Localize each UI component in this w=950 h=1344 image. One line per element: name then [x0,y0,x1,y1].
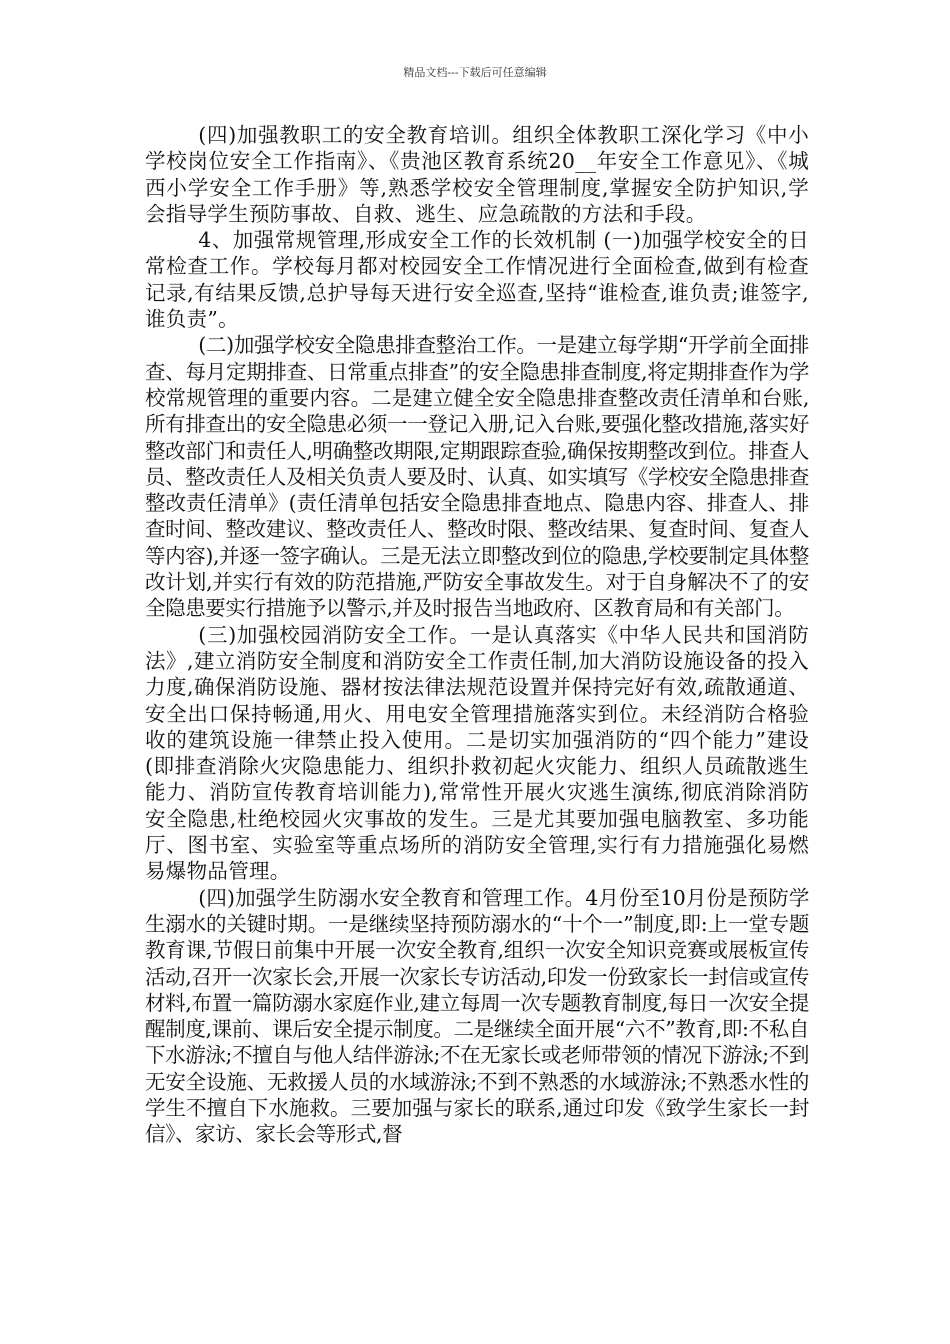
paragraph-staff-training: (四)加强教职工的安全教育培训。组织全体教职工深化学习《中小学校岗位安全工作指南》、《贵池区教育系统20__年安全工作意见》、《城西小学安全工作手册》等,熟悉学校安全管理制度,掌握安全防护知识,学会指导学生预防事故、自救、逃生、应急疏散的方法和手段。 [145,123,809,226]
page-header: 精品文档---下载后可任意编辑 [403,66,547,79]
paragraph-drowning-prevention: (四)加强学生防溺水安全教育和管理工作。4月份至10月份是预防学生溺水的关键时期。一是继续坚持预防溺水的“十个一”制度,即:上一堂专题教育课,节假日前集中开展一次安全教育,组织一次安全知识竞赛或展板宣传活动,召开一次家长会,开展一次家长专访活动,印发一份致家长一封信或宣传材料,布置一篇防溺水家庭作业,建立每周一次专题教育制度,每日一次安全提醒制度,课前、课后安全提示制度。二是继续全面开展“六不”教育,即:不私自下水游泳;不擅自与他人结伴游泳;不在无家长或老师带领的情况下游泳;不到无安全设施、无救援人员的水域游泳;不到不熟悉的水域游泳;不熟悉水性的学生不擅自下水施救。三要加强与家长的联系,通过印发《致学生家长一封信》、家访、家长会等形式,督 [145,885,809,1147]
paragraph-fire-safety: (三)加强校园消防安全工作。一是认真落实《中华人民共和国消防法》,建立消防安全制度和消防安全工作责任制,加大消防设施设备的投入力度,确保消防设施、器材按法律法规范设置并保持完好有效,疏散通道、安全出口保持畅通,用火、用电安全管理措施落实到位。未经消防合格验收的建筑设施一律禁止投入使用。二是切实加强消防的“四个能力”建设(即排查消除火灾隐患能力、组织扑救初起火灾能力、组织人员疏散逃生能力、消防宣传教育培训能力),常常性开展火灾逃生演练,彻底消除消防安全隐患,杜绝校园火灾事故的发生。三是尤其要加强电脑教室、多功能厅、图书室、实验室等重点场所的消防安全管理,实行有力措施强化易燃易爆物品管理。 [145,622,809,884]
paragraph-routine-management: 4、加强常规管理,形成安全工作的长效机制 (一)加强学校安全的日常检查工作。学校每月都对校园安全工作情况进行全面检查,做到有检查记录,有结果反馈,总护导每天进行安全巡查,坚持“谁检查,谁负责;谁签字,谁负责”。 [145,228,809,332]
paragraph-hazard-inspection: (二)加强学校安全隐患排查整治工作。一是建立每学期“开学前全面排查、每月定期排查、日常重点排查”的安全隐患排查制度,将定期排查作为学校常规管理的重要内容。二是建立健全安全隐患排查整改责任清单和台账,所有排查出的安全隐患必须一一登记入册,记入台账,要强化整改措施,落实好整改部门和责任人,明确整改期限,定期跟踪查验,确保按期整改到位。排查人员、整改责任人及相关负责人要及时、认真、如实填写《学校安全隐患排查整改责任清单》(责任清单包括安全隐患排查地点、隐患内容、排查人、排查时间、整改建议、整改责任人、整改时限、整改结果、复查时间、复查人等内容),并逐一签字确认。三是无法立即整改到位的隐患,学校要制定具体整改计划,并实行有效的防范措施,严防安全事故发生。对于自身解决不了的安全隐患要实行措施予以警示,并及时报告当地政府、区教育局和有关部门。 [145,333,809,621]
document-body [145,122,809,1148]
